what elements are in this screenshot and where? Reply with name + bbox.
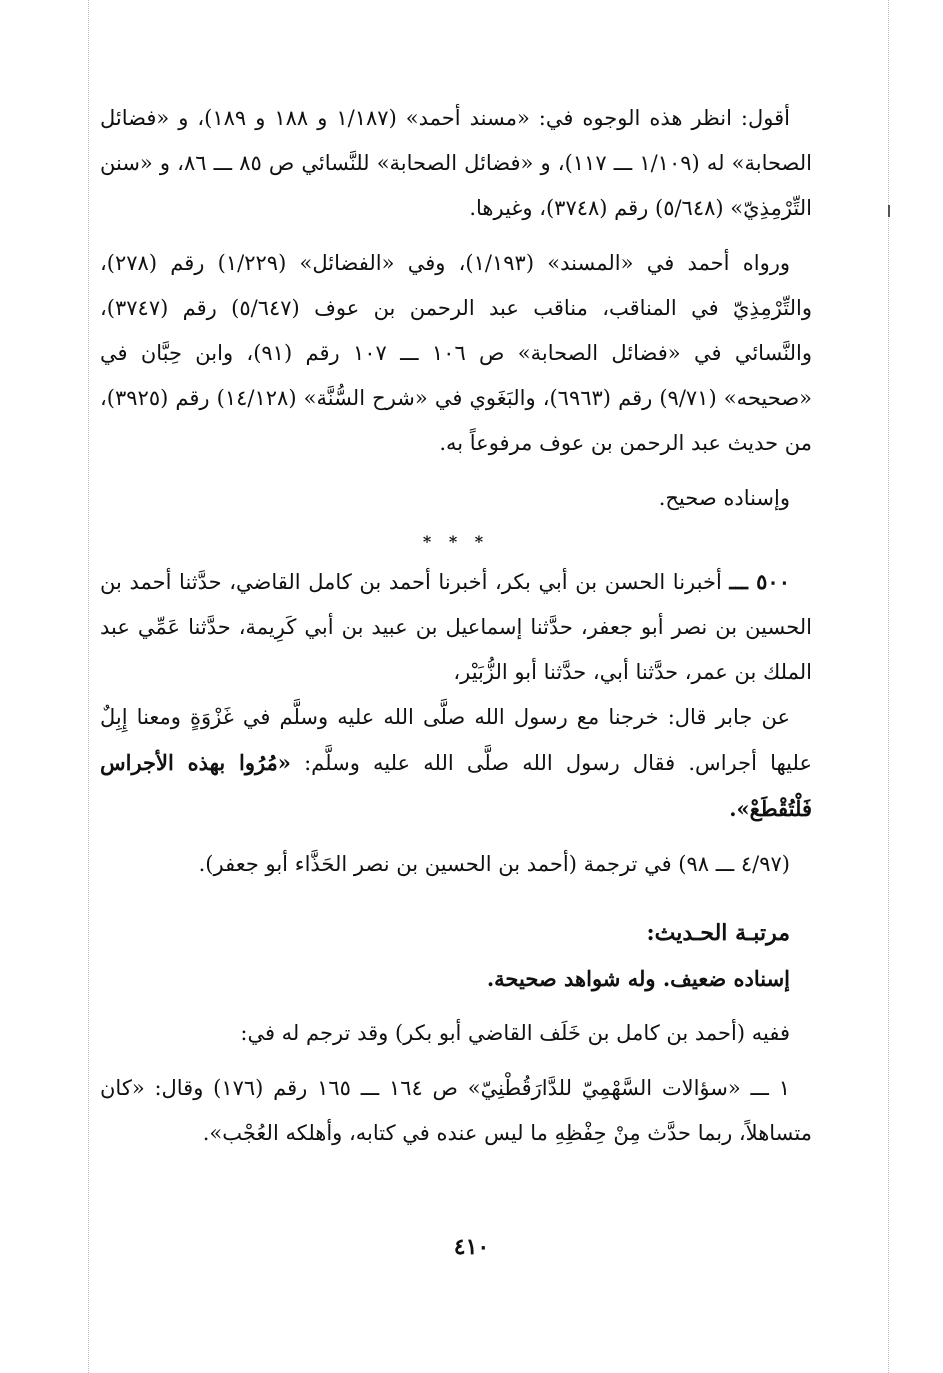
paragraph-authenticity: وإسناده صحيح. [658,486,790,510]
paragraph-references-intro: أقول: انظر هذه الوجوه في: «مسند أحمد» (١/١٨٧ و ١٨٨ و ١٨٩)، و «فضائل الصحابة» له (١/١٠٩ ـــ ١١٧)، و «فضائل الصحابة» للنَّسائي ص ٨٥ ـــ ٨٦، و «سنن التِّرْمِذِيّ» (٥/٦٤٨) رقم (٣٧٤٨)، وغيرها. [100,106,812,220]
paragraph-grade-verdict: إسناده ضعيف. وله شواهد صحيحة. [486,966,790,991]
left-margin-line [88,0,89,1373]
paragraph-isnad [100,559,812,695]
page-number: ٤١٠ [453,1234,490,1260]
isnad-text: أخبرنا الحسن بن أبي بكر، أخبرنا أحمد بن كامل القاضي، حدَّثنا أحمد بن الحسين بن نصر أبو جعفر، حدَّثنا إسماعيل بن عبيد بن أبي كَرِيمة، حدَّثنا عَمِّي عبد الملك بن عمر، حدَّثنا أبي، حدَّثنا أبو الزُّبَيْر، [100,570,812,684]
section-separator: * * * [422,532,490,551]
paragraph-matn [100,695,812,832]
scan-mark [888,205,890,217]
matn-intro: عن جابر قال: خرجنا مع رسول الله صلَّى الله عليه وسلَّم في غَزْوَةٍ ومعنا إِبِلٌ عليها أجراس. فقال رسول الله صلَّى الله عليه وسلَّم: [100,705,812,775]
prophetic-quote: «مُرُوا بهذه الأجراس فَلْتُقْطَعْ». [100,750,812,821]
hadith-number: ٥٠٠ ـــ [729,569,790,594]
paragraph-source-reference: (٤/٩٧ ـــ ٩٨) في ترجمة (أحمد بن الحسين بن نصر الحَذَّاء أبو جعفر). [198,852,790,876]
section-heading-hadith-grade: مرتبـة الحـديث: [646,920,790,946]
document-body [100,96,812,1156]
paragraph-narrator-note: ففيه (أحمد بن كامل بن خَلَف القاضي أبو بكر) وقد ترجم له في: [240,1021,790,1045]
paragraph-biography-citation: ١ ـــ «سؤالات السَّهْمِيّ للدَّارَقُطْنِيّ» ص ١٦٤ ـــ ١٦٥ رقم (١٧٦) وقال: «كان متساهلاً، ربما حدَّث مِنْ حِفْظِهِ ما ليس عنده في كتابه، وأهلكه العُجْب». [100,1076,812,1145]
paragraph-narrations: ورواه أحمد في «المسند» (١/١٩٣)، وفي «الفضائل» (١/٢٢٩) رقم (٢٧٨)، والتِّرْمِذِيّ في المناقب، مناقب عبد الرحمن بن عوف (٥/٦٤٧) رقم (٣٧٤٧)، والنَّسائي في «فضائل الصحابة» ص ١٠٦ ـــ ١٠٧ رقم (٩١)، وابن حِبَّان في «صحيحه» (٩/٧١) رقم (٦٩٦٣)، والبَغَوي في «شرح السُّنَّة» (١٤/١٢٨) رقم (٣٩٢٥)، من حديث عبد الرحمن بن عوف مرفوعاً به. [100,251,813,455]
